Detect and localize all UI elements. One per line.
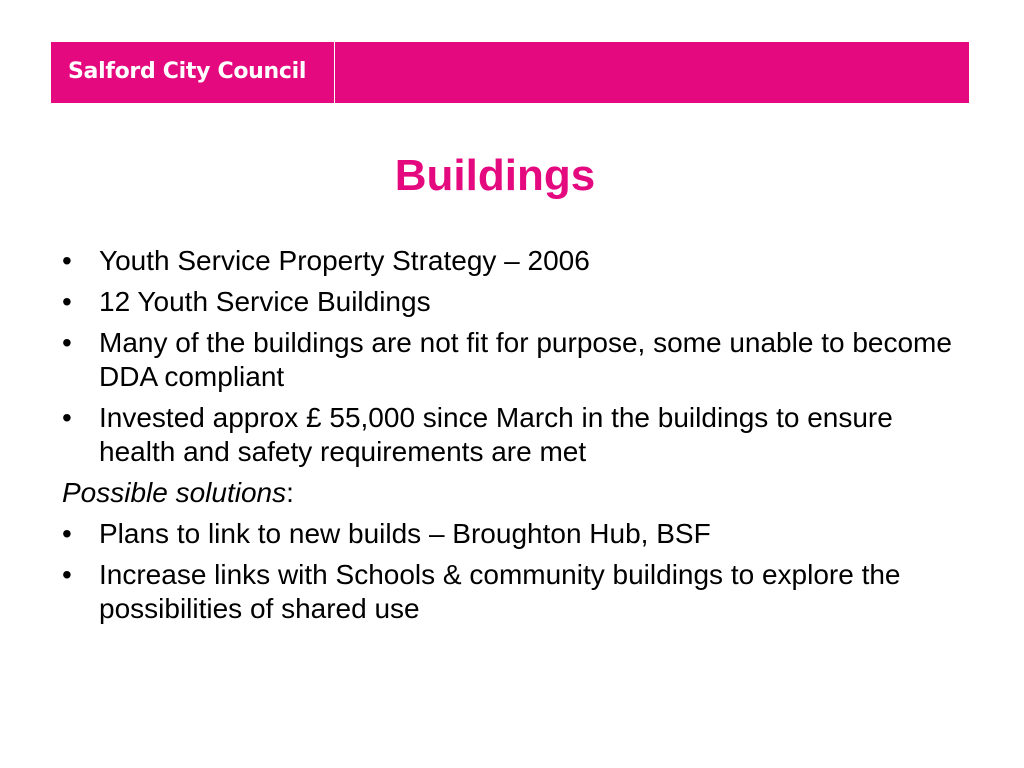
bullet-item — [62, 401, 962, 469]
solutions-heading — [62, 476, 962, 510]
bullet-text: Many of the buildings are not fit for purpose, some unable to become DDA compliant — [99, 327, 952, 392]
solutions-heading-colon: : — [286, 477, 294, 508]
bullet-item — [62, 244, 962, 278]
bullet-icon: • — [62, 518, 72, 549]
bullet-icon: • — [62, 286, 72, 317]
bullet-item — [62, 285, 962, 319]
bullet-text: 12 Youth Service Buildings — [99, 286, 431, 317]
bullet-item — [62, 558, 962, 626]
bullet-icon: • — [62, 245, 72, 276]
slide-title: Buildings — [394, 151, 596, 200]
bullet-icon: • — [62, 327, 72, 358]
solutions-heading-text: Possible solutions — [62, 477, 287, 508]
bullet-text: Invested approx £ 55,000 since March in the buildings to ensure health and safety requirements are met — [99, 402, 893, 467]
bullet-icon: • — [62, 559, 72, 590]
bullet-icon: • — [62, 402, 72, 433]
council-logo-text: Salford City Council — [68, 59, 307, 84]
slide-content — [62, 244, 962, 633]
header-bar — [51, 42, 969, 103]
bullet-item — [62, 326, 962, 394]
bullet-text: Youth Service Property Strategy – 2006 — [99, 245, 590, 276]
bullet-text: Plans to link to new builds – Broughton Hub, BSF — [99, 518, 711, 549]
bullet-item — [62, 517, 962, 551]
brand-cell — [51, 42, 335, 103]
bullet-text: Increase links with Schools & community buildings to explore the possibilities of shared use — [99, 559, 901, 624]
